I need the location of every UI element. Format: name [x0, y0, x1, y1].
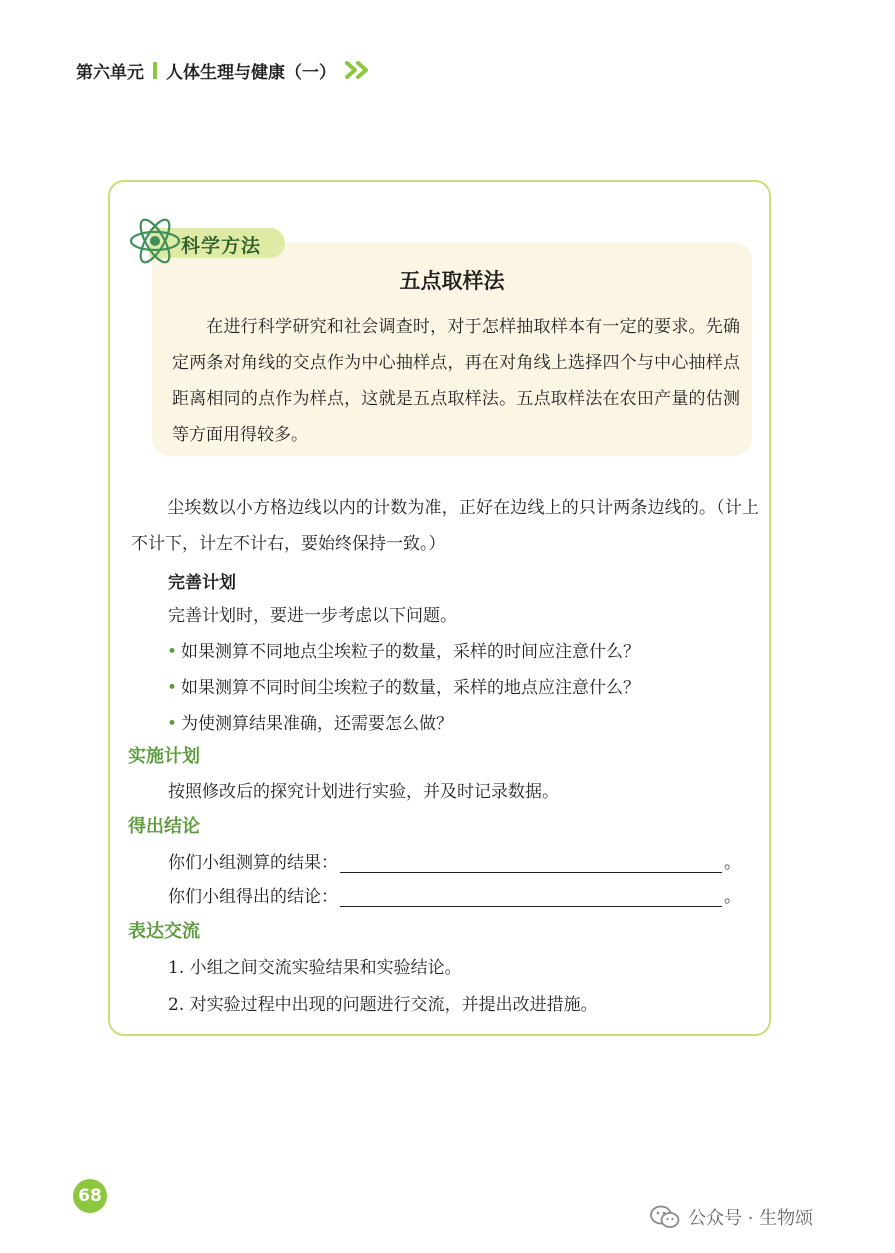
express-item-2: 2. 对实验过程中出现的问题进行交流，并提出改进措施。	[168, 995, 598, 1015]
express-item-1: 1. 小组之间交流实验结果和实验结论。	[168, 958, 462, 978]
method-body	[172, 309, 740, 453]
result-fill-line	[168, 848, 741, 873]
improve-intro: 完善计划时，要进一步考虑以下问题。	[168, 606, 457, 626]
implement-text: 按照修改后的探究计划进行实验，并及时记录数据。	[168, 782, 559, 802]
improve-heading: 完善计划	[168, 573, 236, 593]
conclusion-blank[interactable]	[340, 886, 722, 907]
unit-label: 第六单元	[76, 62, 144, 83]
page-header	[76, 58, 371, 82]
conclusion-heading: 得出结论	[128, 816, 200, 837]
improve-bullet-3: • 为使测算结果准确，还需要怎么做？	[167, 709, 453, 734]
page-number: 68	[73, 1179, 107, 1213]
result-end-mark: 。	[724, 853, 741, 873]
wechat-icon	[650, 1204, 680, 1230]
atom-icon	[127, 218, 183, 264]
method-title: 五点取样法	[399, 268, 505, 293]
watermark	[650, 1204, 813, 1230]
header-divider	[153, 62, 157, 79]
express-heading: 表达交流	[128, 921, 200, 942]
conclusion-fill-line	[168, 882, 741, 907]
double-chevron-icon	[345, 61, 371, 79]
method-body-text: 在进行科学研究和社会调查时，对于怎样抽取样本有一定的要求。先确定两条对角线的交点作为中心抽样点，再在对角线上选择四个与中心抽样点距离相同的点作为样点，这就是五点取样法。五点取样法在农田产量的估测等方面用得较多。	[172, 317, 740, 445]
conclusion-end-mark: 。	[724, 887, 741, 907]
tag-label: 科学方法	[181, 235, 262, 257]
result-blank[interactable]	[340, 852, 722, 873]
conclusion-label: 你们小组得出的结论：	[168, 887, 338, 907]
improve-bullet-1: • 如果测算不同地点尘埃粒子的数量，采样的时间应注意什么？	[167, 637, 640, 662]
chapter-title: 人体生理与健康（一）	[166, 62, 336, 83]
dust-rule-text: 尘埃数以小方格边线以内的计数为准，正好在边线上的只计两条边线的。（计上不计下，计左不计右，要始终保持一致。）	[131, 498, 759, 554]
improve-bullet-2: • 如果测算不同时间尘埃粒子的数量，采样的地点应注意什么？	[167, 673, 640, 698]
science-method-tag	[127, 218, 287, 264]
watermark-text: 公众号 · 生物颂	[688, 1208, 814, 1229]
result-label: 你们小组测算的结果：	[168, 853, 338, 873]
implement-heading: 实施计划	[128, 746, 200, 767]
dust-rule-paragraph	[131, 490, 759, 562]
